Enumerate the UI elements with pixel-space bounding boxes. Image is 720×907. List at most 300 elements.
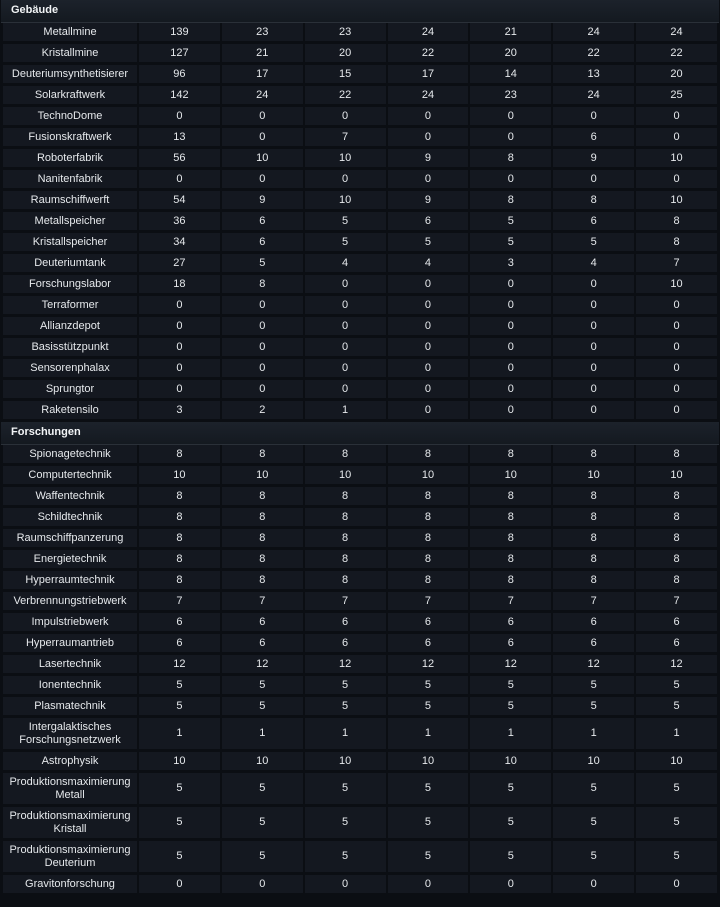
level-cell: 5 (222, 697, 303, 718)
level-cell: 18 (139, 275, 220, 296)
level-cell: 12 (636, 655, 717, 676)
level-cell: 7 (222, 592, 303, 613)
level-cell: 6 (388, 613, 469, 634)
level-cell: 17 (222, 65, 303, 86)
table-row (3, 317, 717, 338)
level-cell: 8 (636, 550, 717, 571)
level-cell: 24 (553, 86, 634, 107)
level-cell: 6 (470, 613, 551, 634)
row-label: Metallspeicher (3, 212, 137, 233)
level-cell: 0 (470, 107, 551, 128)
row-label: Raumschiffpanzerung (3, 529, 137, 550)
table-row (3, 128, 717, 149)
level-cell: 22 (388, 44, 469, 65)
level-cell: 12 (470, 655, 551, 676)
level-cell: 22 (553, 44, 634, 65)
level-cell: 1 (222, 718, 303, 752)
level-cell: 8 (388, 445, 469, 466)
level-cell: 6 (553, 613, 634, 634)
level-cell: 0 (388, 170, 469, 191)
level-cell: 0 (139, 317, 220, 338)
level-cell: 8 (139, 445, 220, 466)
level-cell: 8 (470, 550, 551, 571)
level-cell: 7 (636, 254, 717, 275)
level-cell: 8 (636, 508, 717, 529)
level-cell: 0 (470, 380, 551, 401)
level-cell: 5 (222, 841, 303, 875)
level-cell: 25 (636, 86, 717, 107)
table-row (3, 571, 717, 592)
level-cell: 7 (305, 128, 386, 149)
level-cell: 10 (636, 149, 717, 170)
level-cell: 4 (553, 254, 634, 275)
row-label: Raumschiffwerft (3, 191, 137, 212)
level-cell: 8 (139, 487, 220, 508)
table-row (3, 359, 717, 380)
level-cell: 10 (636, 752, 717, 773)
row-label: Computertechnik (3, 466, 137, 487)
level-cell: 8 (636, 212, 717, 233)
level-cell: 5 (222, 254, 303, 275)
level-cell: 5 (388, 676, 469, 697)
level-cell: 0 (636, 128, 717, 149)
level-cell: 0 (388, 107, 469, 128)
row-label: Intergalaktisches Forschungsnetzwerk (3, 718, 137, 752)
level-cell: 0 (553, 296, 634, 317)
level-cell: 5 (305, 773, 386, 807)
level-cell: 5 (305, 841, 386, 875)
level-cell: 0 (388, 359, 469, 380)
row-label: Deuteriumsynthetisierer (3, 65, 137, 86)
level-cell: 7 (139, 592, 220, 613)
level-cell: 0 (222, 875, 303, 896)
level-cell: 1 (553, 718, 634, 752)
level-cell: 5 (553, 233, 634, 254)
level-cell: 0 (222, 296, 303, 317)
row-label: Roboterfabrik (3, 149, 137, 170)
level-cell: 12 (222, 655, 303, 676)
table-row (3, 23, 717, 44)
research-table (1, 445, 719, 896)
level-cell: 0 (636, 107, 717, 128)
table-row (3, 44, 717, 65)
level-cell: 0 (305, 107, 386, 128)
level-cell: 24 (636, 23, 717, 44)
level-cell: 8 (470, 149, 551, 170)
level-cell: 8 (305, 571, 386, 592)
level-cell: 6 (553, 212, 634, 233)
level-cell: 1 (388, 718, 469, 752)
level-cell: 0 (553, 338, 634, 359)
level-cell: 0 (636, 170, 717, 191)
level-cell: 24 (553, 23, 634, 44)
level-cell: 0 (139, 170, 220, 191)
level-cell: 5 (553, 697, 634, 718)
level-cell: 5 (388, 233, 469, 254)
level-cell: 8 (636, 233, 717, 254)
table-row (3, 86, 717, 107)
level-cell: 8 (553, 445, 634, 466)
row-label: Schildtechnik (3, 508, 137, 529)
table-row (3, 655, 717, 676)
level-cell: 0 (388, 401, 469, 422)
level-cell: 8 (222, 445, 303, 466)
row-label: Solarkraftwerk (3, 86, 137, 107)
level-cell: 5 (139, 807, 220, 841)
level-cell: 6 (139, 613, 220, 634)
level-cell: 0 (388, 317, 469, 338)
table-row (3, 676, 717, 697)
level-cell: 0 (636, 359, 717, 380)
row-label: Basisstützpunkt (3, 338, 137, 359)
level-cell: 8 (470, 529, 551, 550)
table-row (3, 338, 717, 359)
level-cell: 1 (139, 718, 220, 752)
level-cell: 8 (553, 508, 634, 529)
level-cell: 8 (470, 191, 551, 212)
level-cell: 8 (388, 571, 469, 592)
level-cell: 5 (388, 697, 469, 718)
level-cell: 0 (553, 317, 634, 338)
level-cell: 1 (636, 718, 717, 752)
level-cell: 0 (388, 380, 469, 401)
level-cell: 0 (388, 296, 469, 317)
level-cell: 0 (470, 296, 551, 317)
level-cell: 8 (305, 550, 386, 571)
row-label: Sensorenphalax (3, 359, 137, 380)
level-cell: 8 (553, 550, 634, 571)
level-cell: 0 (222, 128, 303, 149)
level-cell: 0 (222, 380, 303, 401)
table-row (3, 508, 717, 529)
level-cell: 8 (470, 571, 551, 592)
level-cell: 0 (305, 170, 386, 191)
level-cell: 21 (222, 44, 303, 65)
level-cell: 5 (222, 676, 303, 697)
row-label: Impulstriebwerk (3, 613, 137, 634)
table-row (3, 613, 717, 634)
level-cell: 5 (553, 841, 634, 875)
level-cell: 7 (388, 592, 469, 613)
level-cell: 0 (470, 170, 551, 191)
level-cell: 8 (388, 508, 469, 529)
row-label: Metallmine (3, 23, 137, 44)
level-cell: 20 (470, 44, 551, 65)
level-cell: 8 (636, 487, 717, 508)
row-label: Raketensilo (3, 401, 137, 422)
level-cell: 0 (553, 401, 634, 422)
level-cell: 8 (305, 508, 386, 529)
level-cell: 22 (636, 44, 717, 65)
row-label: Ionentechnik (3, 676, 137, 697)
level-cell: 8 (305, 529, 386, 550)
level-cell: 5 (222, 773, 303, 807)
level-cell: 5 (636, 697, 717, 718)
table-row (3, 466, 717, 487)
table-row (3, 233, 717, 254)
row-label: Energietechnik (3, 550, 137, 571)
row-label: Produktionsmaximierung Metall (3, 773, 137, 807)
level-cell: 12 (139, 655, 220, 676)
level-cell: 36 (139, 212, 220, 233)
level-cell: 8 (553, 191, 634, 212)
level-cell: 5 (222, 807, 303, 841)
level-cell: 6 (553, 634, 634, 655)
level-cell: 0 (222, 359, 303, 380)
level-cell: 12 (388, 655, 469, 676)
section-header-buildings: Gebäude (1, 0, 719, 23)
level-cell: 6 (553, 128, 634, 149)
level-cell: 0 (553, 359, 634, 380)
row-label: TechnoDome (3, 107, 137, 128)
level-cell: 6 (222, 212, 303, 233)
level-cell: 5 (388, 773, 469, 807)
level-cell: 12 (305, 655, 386, 676)
table-row (3, 634, 717, 655)
level-cell: 5 (636, 841, 717, 875)
level-cell: 0 (636, 296, 717, 317)
level-cell: 54 (139, 191, 220, 212)
level-cell: 0 (139, 338, 220, 359)
level-cell: 10 (139, 466, 220, 487)
level-cell: 0 (139, 296, 220, 317)
level-cell: 139 (139, 23, 220, 44)
level-cell: 8 (470, 508, 551, 529)
level-cell: 0 (305, 359, 386, 380)
level-cell: 5 (470, 212, 551, 233)
level-cell: 5 (470, 676, 551, 697)
level-cell: 0 (222, 317, 303, 338)
level-cell: 8 (553, 487, 634, 508)
level-cell: 8 (636, 529, 717, 550)
table-row (3, 807, 717, 841)
level-cell: 8 (222, 571, 303, 592)
level-cell: 0 (222, 107, 303, 128)
level-cell: 0 (305, 317, 386, 338)
level-cell: 56 (139, 149, 220, 170)
level-cell: 0 (553, 275, 634, 296)
level-cell: 6 (222, 634, 303, 655)
table-row (3, 773, 717, 807)
level-cell: 0 (636, 317, 717, 338)
level-cell: 10 (222, 752, 303, 773)
level-cell: 8 (388, 529, 469, 550)
table-row (3, 401, 717, 422)
level-cell: 0 (305, 296, 386, 317)
level-cell: 3 (470, 254, 551, 275)
level-cell: 5 (636, 807, 717, 841)
row-label: Kristallspeicher (3, 233, 137, 254)
level-cell: 0 (470, 275, 551, 296)
level-cell: 8 (388, 487, 469, 508)
level-cell: 7 (553, 592, 634, 613)
level-cell: 8 (636, 445, 717, 466)
table-row (3, 296, 717, 317)
level-cell: 5 (470, 773, 551, 807)
level-cell: 5 (636, 773, 717, 807)
row-label: Gravitonforschung (3, 875, 137, 896)
level-cell: 7 (470, 592, 551, 613)
level-cell: 21 (470, 23, 551, 44)
level-cell: 5 (553, 807, 634, 841)
level-cell: 142 (139, 86, 220, 107)
level-cell: 8 (222, 550, 303, 571)
level-cell: 15 (305, 65, 386, 86)
level-cell: 0 (139, 107, 220, 128)
level-cell: 8 (305, 487, 386, 508)
row-label: Astrophysik (3, 752, 137, 773)
table-row (3, 529, 717, 550)
level-cell: 10 (470, 752, 551, 773)
table-row (3, 149, 717, 170)
level-cell: 9 (553, 149, 634, 170)
level-cell: 27 (139, 254, 220, 275)
level-cell: 10 (222, 466, 303, 487)
level-cell: 10 (636, 275, 717, 296)
level-cell: 12 (553, 655, 634, 676)
level-cell: 0 (388, 338, 469, 359)
level-cell: 8 (222, 487, 303, 508)
buildings-table (1, 23, 719, 422)
level-cell: 8 (222, 275, 303, 296)
level-cell: 8 (139, 550, 220, 571)
level-cell: 5 (470, 697, 551, 718)
level-cell: 5 (553, 773, 634, 807)
level-cell: 5 (139, 773, 220, 807)
level-cell: 9 (222, 191, 303, 212)
level-cell: 5 (388, 807, 469, 841)
level-cell: 0 (470, 359, 551, 380)
row-label: Spionagetechnik (3, 445, 137, 466)
section-header-research: Forschungen (1, 422, 719, 445)
row-label: Allianzdepot (3, 317, 137, 338)
level-cell: 6 (139, 634, 220, 655)
level-cell: 5 (470, 233, 551, 254)
level-cell: 8 (139, 529, 220, 550)
level-cell: 10 (305, 149, 386, 170)
level-cell: 8 (139, 571, 220, 592)
level-cell: 8 (388, 550, 469, 571)
level-cell: 5 (470, 841, 551, 875)
level-cell: 10 (636, 191, 717, 212)
level-cell: 22 (305, 86, 386, 107)
level-cell: 10 (305, 191, 386, 212)
level-cell: 5 (553, 676, 634, 697)
level-cell: 0 (470, 128, 551, 149)
level-cell: 13 (139, 128, 220, 149)
table-row (3, 752, 717, 773)
level-cell: 0 (636, 401, 717, 422)
table-row (3, 697, 717, 718)
level-cell: 7 (305, 592, 386, 613)
row-label: Deuteriumtank (3, 254, 137, 275)
level-cell: 5 (305, 807, 386, 841)
level-cell: 0 (636, 875, 717, 896)
level-cell: 0 (553, 875, 634, 896)
table-row (3, 254, 717, 275)
level-cell: 1 (305, 718, 386, 752)
table-row (3, 275, 717, 296)
level-cell: 0 (470, 317, 551, 338)
level-cell: 5 (139, 676, 220, 697)
level-cell: 8 (305, 445, 386, 466)
table-row (3, 841, 717, 875)
level-cell: 10 (553, 752, 634, 773)
row-label: Nanitenfabrik (3, 170, 137, 191)
level-cell: 5 (305, 233, 386, 254)
level-cell: 0 (388, 128, 469, 149)
level-cell: 10 (470, 466, 551, 487)
level-cell: 0 (553, 170, 634, 191)
level-cell: 0 (305, 380, 386, 401)
level-cell: 10 (553, 466, 634, 487)
row-label: Forschungslabor (3, 275, 137, 296)
row-label: Fusionskraftwerk (3, 128, 137, 149)
row-label: Hyperraumantrieb (3, 634, 137, 655)
level-cell: 5 (305, 212, 386, 233)
level-cell: 0 (388, 875, 469, 896)
level-cell: 3 (139, 401, 220, 422)
level-cell: 6 (388, 212, 469, 233)
level-cell: 6 (636, 634, 717, 655)
level-cell: 0 (305, 275, 386, 296)
table-row (3, 170, 717, 191)
level-cell: 4 (388, 254, 469, 275)
row-label: Hyperraumtechnik (3, 571, 137, 592)
level-cell: 5 (305, 697, 386, 718)
level-cell: 0 (305, 875, 386, 896)
level-cell: 8 (222, 529, 303, 550)
level-cell: 20 (305, 44, 386, 65)
level-cell: 0 (636, 338, 717, 359)
row-label: Plasmatechnik (3, 697, 137, 718)
row-label: Terraformer (3, 296, 137, 317)
level-cell: 24 (388, 86, 469, 107)
level-cell: 10 (305, 752, 386, 773)
level-cell: 5 (636, 676, 717, 697)
level-cell: 14 (470, 65, 551, 86)
level-cell: 0 (139, 875, 220, 896)
level-cell: 0 (222, 338, 303, 359)
level-cell: 5 (139, 841, 220, 875)
level-cell: 0 (388, 275, 469, 296)
table-row (3, 445, 717, 466)
level-cell: 10 (388, 752, 469, 773)
row-label: Sprungtor (3, 380, 137, 401)
level-cell: 8 (139, 508, 220, 529)
level-cell: 5 (305, 676, 386, 697)
level-cell: 0 (139, 380, 220, 401)
level-cell: 127 (139, 44, 220, 65)
level-cell: 6 (222, 233, 303, 254)
table-row (3, 191, 717, 212)
level-cell: 8 (470, 487, 551, 508)
level-cell: 7 (636, 592, 717, 613)
level-cell: 17 (388, 65, 469, 86)
level-cell: 6 (222, 613, 303, 634)
table-row (3, 65, 717, 86)
level-cell: 10 (388, 466, 469, 487)
table-row (3, 380, 717, 401)
level-cell: 5 (388, 841, 469, 875)
row-label: Lasertechnik (3, 655, 137, 676)
level-cell: 8 (553, 529, 634, 550)
table-row (3, 107, 717, 128)
level-cell: 2 (222, 401, 303, 422)
level-cell: 8 (470, 445, 551, 466)
level-cell: 96 (139, 65, 220, 86)
row-label: Produktionsmaximierung Deuterium (3, 841, 137, 875)
